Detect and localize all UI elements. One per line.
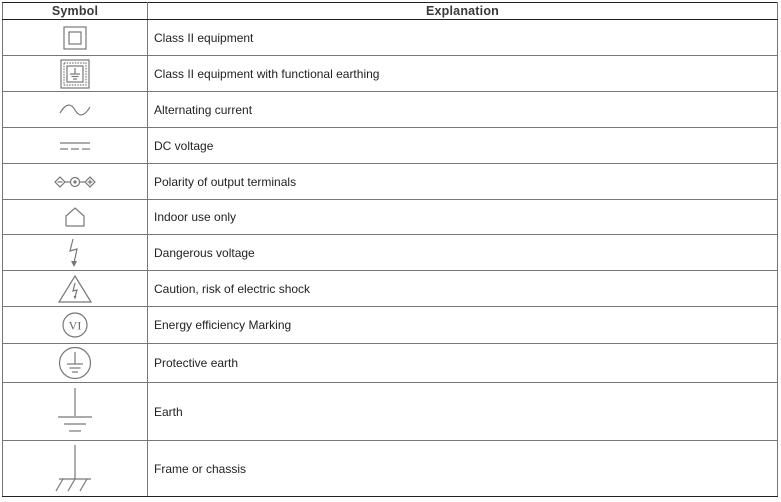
explanation-cell: Indoor use only <box>148 200 778 235</box>
explanation-cell: DC voltage <box>148 128 778 164</box>
explanation-cell: Alternating current <box>148 92 778 128</box>
symbol-cell <box>3 128 148 164</box>
table-row <box>3 200 778 235</box>
symbol-cell <box>3 271 148 307</box>
symbol-cell <box>3 20 148 56</box>
symbol-cell <box>3 56 148 92</box>
table-row <box>3 164 778 200</box>
symbol-table <box>2 2 778 497</box>
symbol-cell <box>3 164 148 200</box>
protective-earth-icon <box>57 345 93 381</box>
class-ii-icon <box>60 23 90 53</box>
symbol-cell <box>3 383 148 441</box>
explanation-cell: Class II equipment <box>148 20 778 56</box>
table-row <box>3 56 778 92</box>
explanation-cell: Earth <box>148 383 778 441</box>
class-ii-functional-earth-icon <box>59 58 91 90</box>
explanation-cell: Class II equipment with functional earthing <box>148 56 778 92</box>
polarity-icon <box>53 174 97 190</box>
header-explanation: Explanation <box>148 3 778 20</box>
table-row <box>3 128 778 164</box>
explanation-cell: Energy efficiency Marking <box>148 307 778 344</box>
alternating-current-icon <box>57 100 93 120</box>
table-row <box>3 307 778 344</box>
frame-chassis-icon <box>53 443 97 495</box>
dc-voltage-icon <box>57 138 93 154</box>
table-row <box>3 383 778 441</box>
table-row <box>3 441 778 497</box>
table-row <box>3 235 778 271</box>
table-row <box>3 92 778 128</box>
explanation-cell: Polarity of output terminals <box>148 164 778 200</box>
table-row <box>3 20 778 56</box>
energy-efficiency-icon <box>60 310 90 340</box>
energy-efficiency-icon-text: VI <box>68 318 82 333</box>
symbol-cell <box>3 200 148 235</box>
explanation-cell: Caution, risk of electric shock <box>148 271 778 307</box>
earth-icon <box>55 386 95 438</box>
header-symbol: Symbol <box>3 3 148 20</box>
symbol-cell <box>3 307 148 344</box>
table-row <box>3 271 778 307</box>
table-header-row <box>3 3 778 20</box>
explanation-cell: Frame or chassis <box>148 441 778 497</box>
electric-shock-warning-icon <box>57 274 93 304</box>
table-row <box>3 344 778 383</box>
symbol-cell <box>3 92 148 128</box>
indoor-use-icon <box>63 206 87 228</box>
explanation-cell: Protective earth <box>148 344 778 383</box>
symbol-cell <box>3 441 148 497</box>
symbol-cell <box>3 235 148 271</box>
dangerous-voltage-icon <box>65 237 85 269</box>
symbol-cell <box>3 344 148 383</box>
explanation-cell: Dangerous voltage <box>148 235 778 271</box>
